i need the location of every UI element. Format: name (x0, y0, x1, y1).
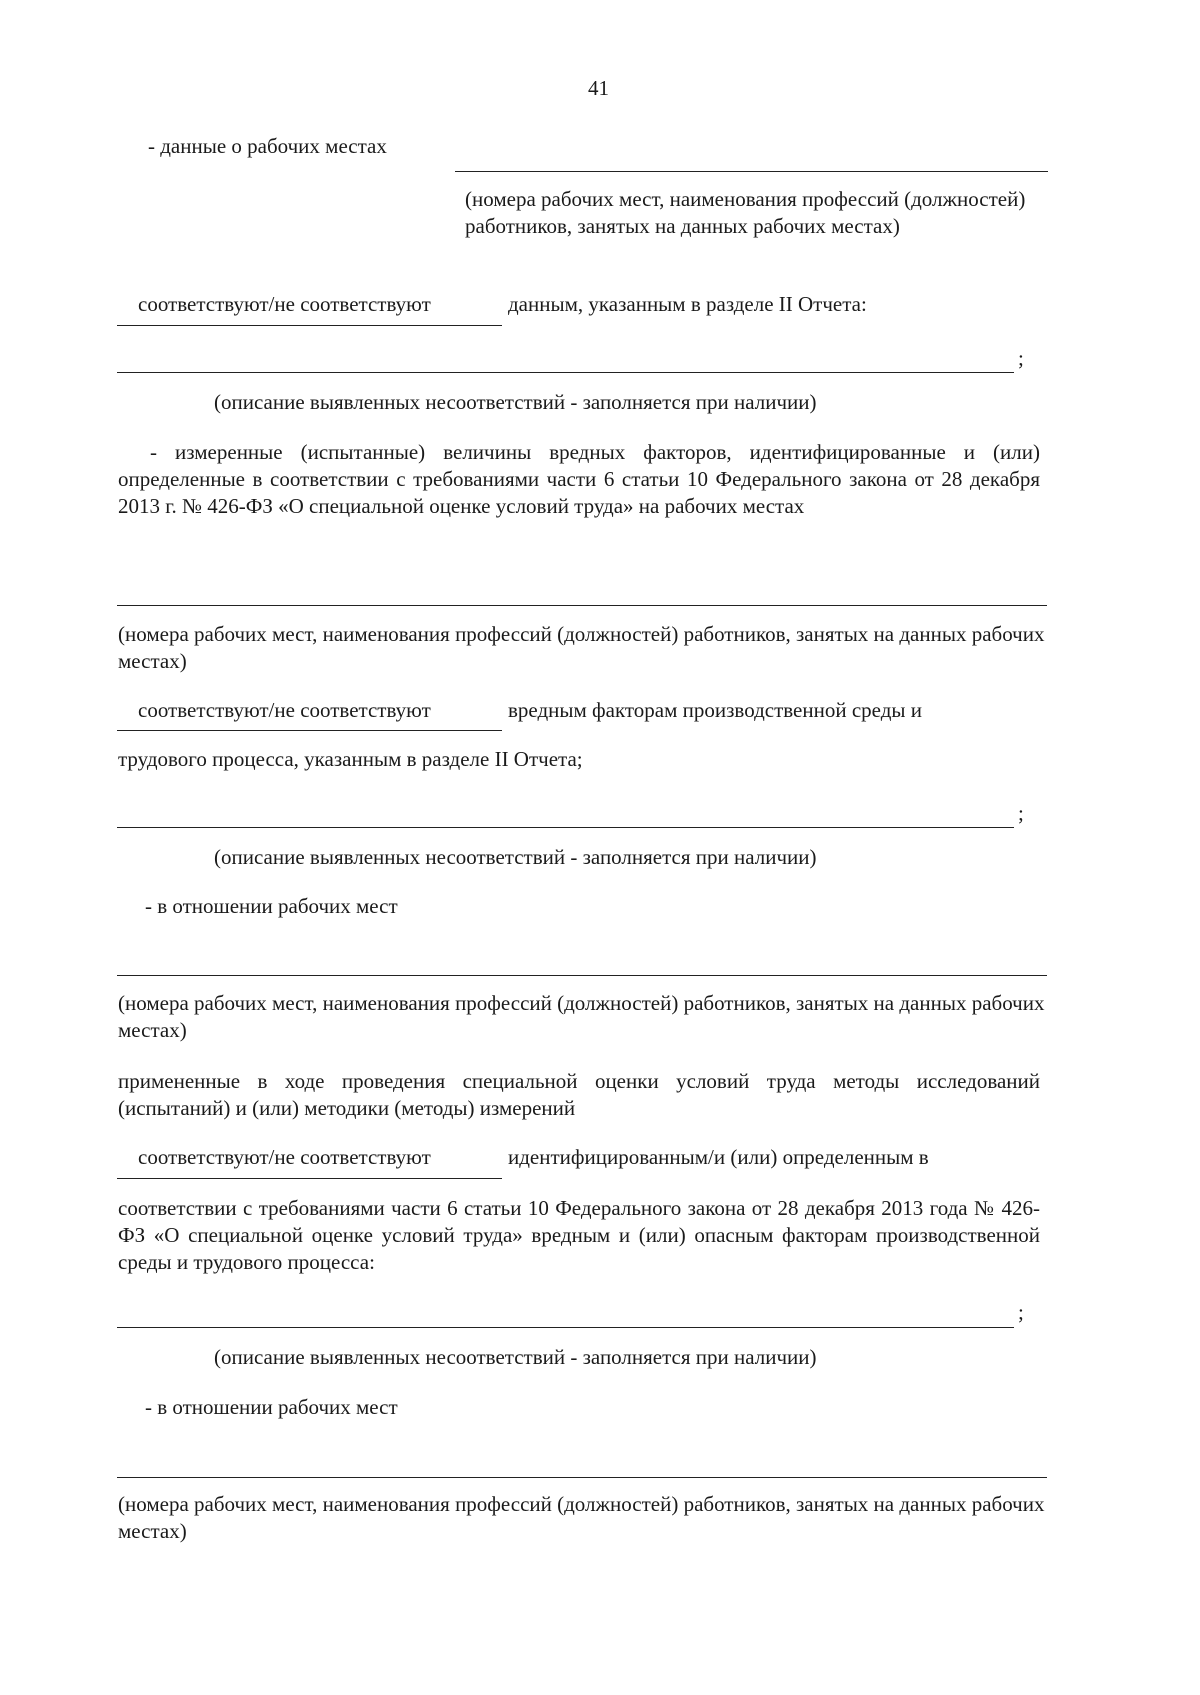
methods-requirements-paragraph: соответствии с требованиями части 6 статьи 10 Федерального закона от 28 декабря 2013 года № 426-ФЗ «О специальной оценке условий труда» вредным и (или) опасным факторам производственной среды и трудового процесса: (118, 1196, 1040, 1274)
compliance-option-1-underline (117, 325, 502, 326)
compliance-tail-3: идентифицированным/и (или) определенным в (508, 1145, 929, 1169)
compliance-tail-1: данным, указанным в разделе II Отчета: (508, 292, 867, 316)
compliance-option-2-underline (117, 730, 502, 731)
workplaces-caption-1: (номера рабочих мест, наименования профессий (должностей) работников, занятых на данных рабочих местах) (118, 991, 1045, 1042)
measured-factors-paragraph: - измеренные (испытанные) величины вредных факторов, идентифицированные и (или) определенные в соответствии с требованиями части 6 статьи 10 Федерального закона от 28 декабря 2013 г. № 426-ФЗ «О специальной оценке условий труда» на рабочих местах (118, 440, 1040, 518)
compliance-tail-2: вредным факторам производственной среды и (508, 698, 922, 722)
discrepancy-field-line-2 (117, 827, 1014, 828)
workplaces-label-1: - в отношении рабочих мест (145, 894, 398, 918)
discrepancy-semicolon-3: ; (1018, 1300, 1024, 1324)
workplace-data-field-line (455, 171, 1048, 172)
compliance-option-1: соответствуют/не соответствуют (138, 292, 431, 316)
workplace-data-label: - данные о рабочих местах (148, 134, 387, 158)
compliance-tail-2-continued: трудового процесса, указанным в разделе II Отчета; (118, 747, 583, 771)
methods-paragraph: примененные в ходе проведения специальной оценки условий труда методы исследований (испытаний) и (или) методики (методы) измерений (118, 1069, 1040, 1120)
workplaces-label-2: - в отношении рабочих мест (145, 1395, 398, 1419)
compliance-option-3-underline (117, 1178, 502, 1179)
workplaces-field-line-1 (117, 975, 1047, 976)
discrepancy-field-line-1 (117, 372, 1014, 373)
discrepancy-semicolon-2: ; (1018, 801, 1024, 825)
workplaces-field-line-2 (117, 1477, 1047, 1478)
workplaces-caption-2: (номера рабочих мест, наименования профессий (должностей) работников, занятых на данных рабочих местах) (118, 1492, 1045, 1543)
workplace-data-caption: (номера рабочих мест, наименования профессий (должностей) работников, занятых на данных рабочих местах) (465, 187, 1026, 238)
compliance-option-2: соответствуют/не соответствуют (138, 698, 431, 722)
compliance-option-3: соответствуют/не соответствуют (138, 1145, 431, 1169)
discrepancy-note-2: (описание выявленных несоответствий - заполняется при наличии) (214, 845, 817, 869)
measured-factors-field-line (117, 605, 1047, 606)
discrepancy-note-3: (описание выявленных несоответствий - заполняется при наличии) (214, 1345, 817, 1369)
page-number: 41 (588, 76, 609, 100)
discrepancy-note-1: (описание выявленных несоответствий - заполняется при наличии) (214, 390, 817, 414)
discrepancy-semicolon-1: ; (1018, 346, 1024, 370)
measured-factors-caption: (номера рабочих мест, наименования профессий (должностей) работников, занятых на данных рабочих местах) (118, 622, 1045, 673)
discrepancy-field-line-3 (117, 1327, 1014, 1328)
